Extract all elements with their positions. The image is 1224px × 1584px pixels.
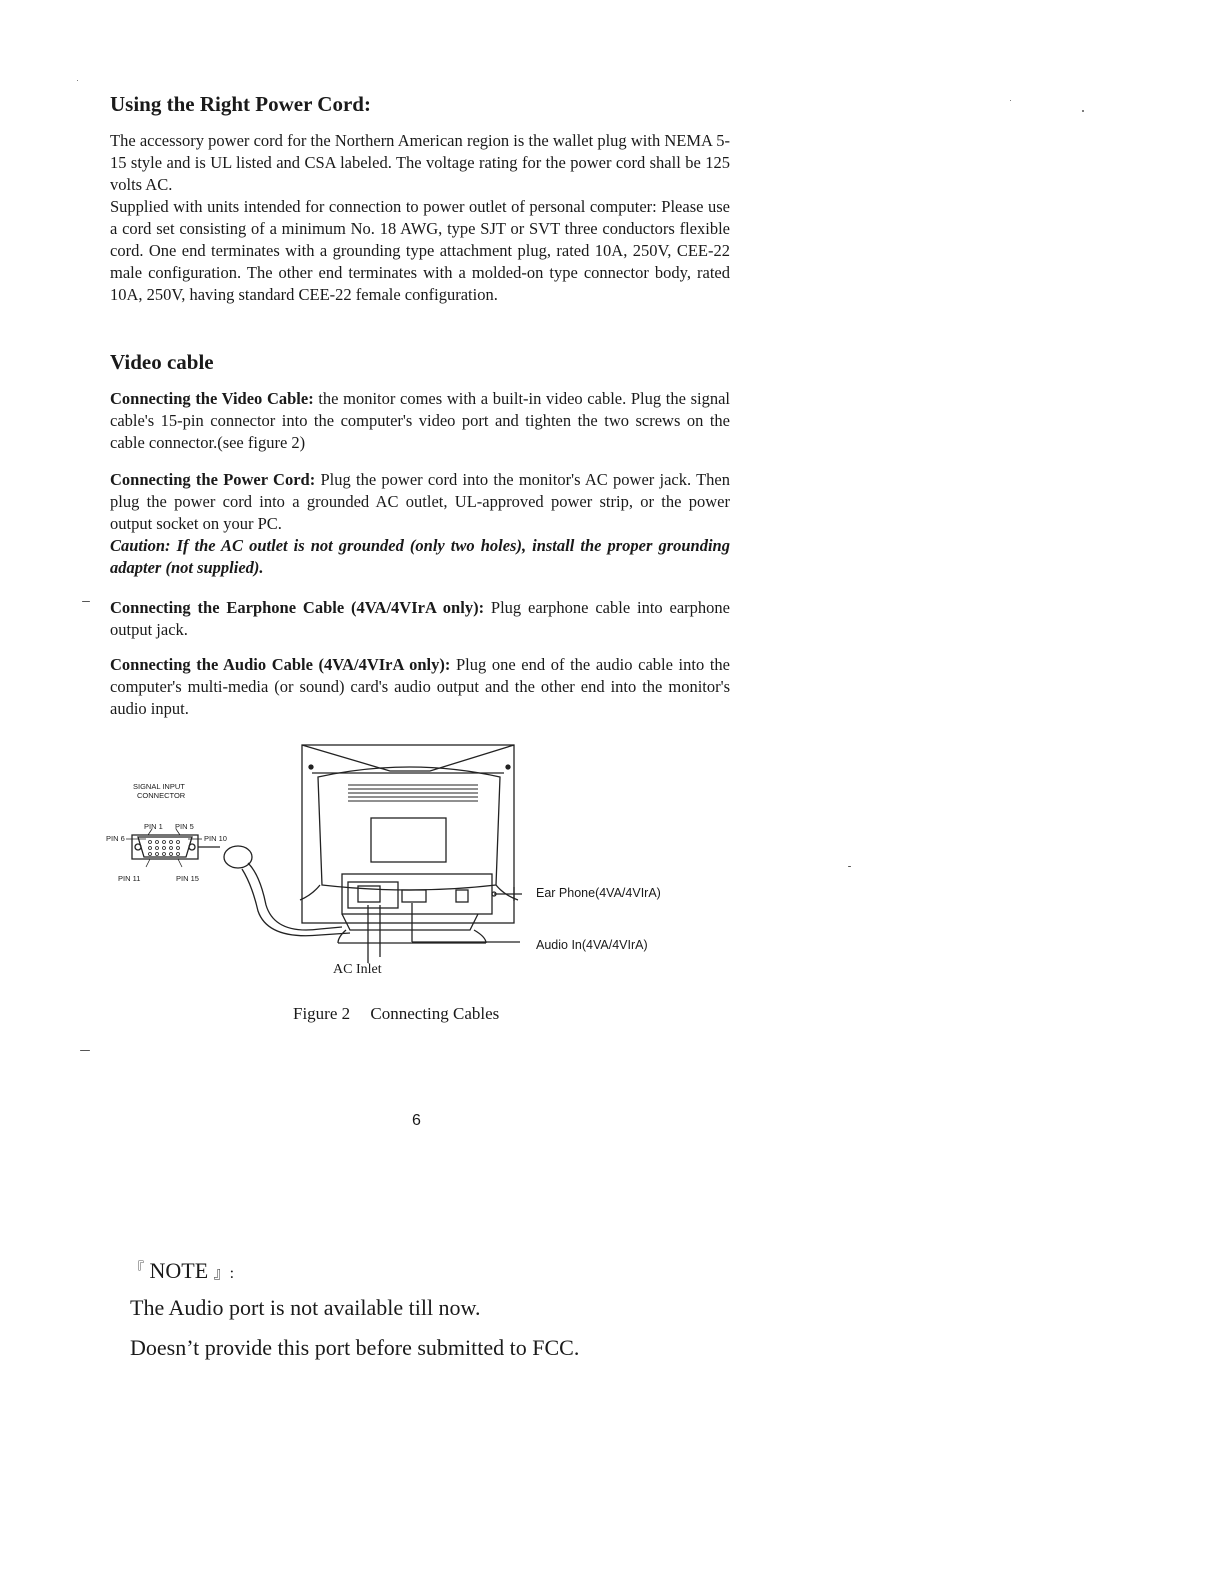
- scan-speck: [1082, 110, 1084, 112]
- power-cord-paragraph-1: The accessory power cord for the Northern American region is the wallet plug with NEMA 5-15 style and is UL listed and CSA labeled. The voltage rating for the power cord shall be 125 volts AC.: [110, 131, 730, 194]
- caution-text: Caution: If the AC outlet is not grounded (only two holes), install the proper grounding adapter (not supplied).: [110, 536, 730, 577]
- note-line-2: Doesn’t provide this port before submitted to FCC.: [130, 1335, 580, 1360]
- pin5-label: PIN 5: [175, 822, 194, 831]
- scan-speck: [77, 80, 78, 81]
- item-text: the monitor comes with a built-in video cable. Plug the signal cable's 15-pin connector into the computer's video port and tighten the two screws on the cable connector.(see figure 2): [110, 389, 730, 452]
- ac-inlet-label: AC Inlet: [333, 962, 382, 977]
- page-number: 6: [412, 1112, 421, 1129]
- section-heading-video-cable: Video cable: [110, 350, 214, 374]
- scan-speck: [82, 601, 90, 602]
- item-text: Plug the power cord into the monitor's AC power jack. Then plug the power cord into a grounded AC outlet, UL-approved power strip, or the power output socket on your PC.: [110, 470, 730, 533]
- note-bracket-open: 『: [130, 1262, 144, 1277]
- note-line-1: The Audio port is not available till now.: [130, 1295, 481, 1320]
- pin11-label: PIN 11: [118, 874, 141, 883]
- scan-speck: [1010, 100, 1011, 101]
- note-label: NOTE: [149, 1258, 209, 1283]
- pin15-label: PIN 15: [176, 874, 199, 883]
- ear-phone-label: Ear Phone(4VA/4VIrA): [536, 886, 661, 900]
- pin10-label: PIN 10: [204, 834, 227, 843]
- item-lead: Connecting the Video Cable:: [110, 389, 314, 408]
- power-cord-paragraph-2: Supplied with units intended for connection to power outlet of personal computer: Please use a cord set consisting of a minimum No. 18 AWG, type SJT or SVT three conductors flexible cord. One end terminates with a grounding type attachment plug, rated 10A, 250V, CEE-22 male configuration. The other end terminates with a molded-on type connector body, rated 10A, 250V, having standard CEE-22 female configuration.: [110, 197, 730, 304]
- item-lead: Connecting the Earphone Cable (4VA/4VIrA only):: [110, 598, 485, 617]
- figure-caption: [293, 1004, 499, 1024]
- earphone-cable-item: [110, 597, 730, 641]
- figure-title: Connecting Cables: [370, 1004, 500, 1023]
- scan-speck: [80, 1050, 90, 1051]
- power-cord-item: [110, 469, 730, 579]
- signal-input-label: [133, 782, 223, 800]
- note-bracket-close: 』:: [213, 1265, 235, 1282]
- item-lead: Connecting the Power Cord:: [110, 470, 316, 489]
- section-heading-power-cord: Using the Right Power Cord:: [110, 92, 371, 116]
- pin1-label: PIN 1: [144, 822, 163, 831]
- figure-number: Figure 2: [293, 1004, 351, 1023]
- monitor-rear-diagram: [90, 735, 730, 995]
- pin6-label: PIN 6: [106, 834, 125, 843]
- item-lead: Connecting the Audio Cable (4VA/4VIrA only):: [110, 655, 451, 674]
- scan-speck: [848, 866, 851, 867]
- signal-input-line1: SIGNAL INPUT: [133, 782, 185, 791]
- video-cable-item: [110, 388, 730, 454]
- item-text: Plug earphone cable into earphone output jack.: [110, 598, 730, 639]
- signal-input-line2: CONNECTOR: [137, 791, 186, 800]
- item-text: Plug one end of the audio cable into the computer's multi-media (or sound) card's audio output and the other end into the monitor's audio input.: [110, 655, 730, 718]
- audio-in-label: Audio In(4VA/4VIrA): [536, 938, 648, 952]
- note-heading: [130, 1258, 234, 1284]
- audio-cable-item: [110, 654, 730, 720]
